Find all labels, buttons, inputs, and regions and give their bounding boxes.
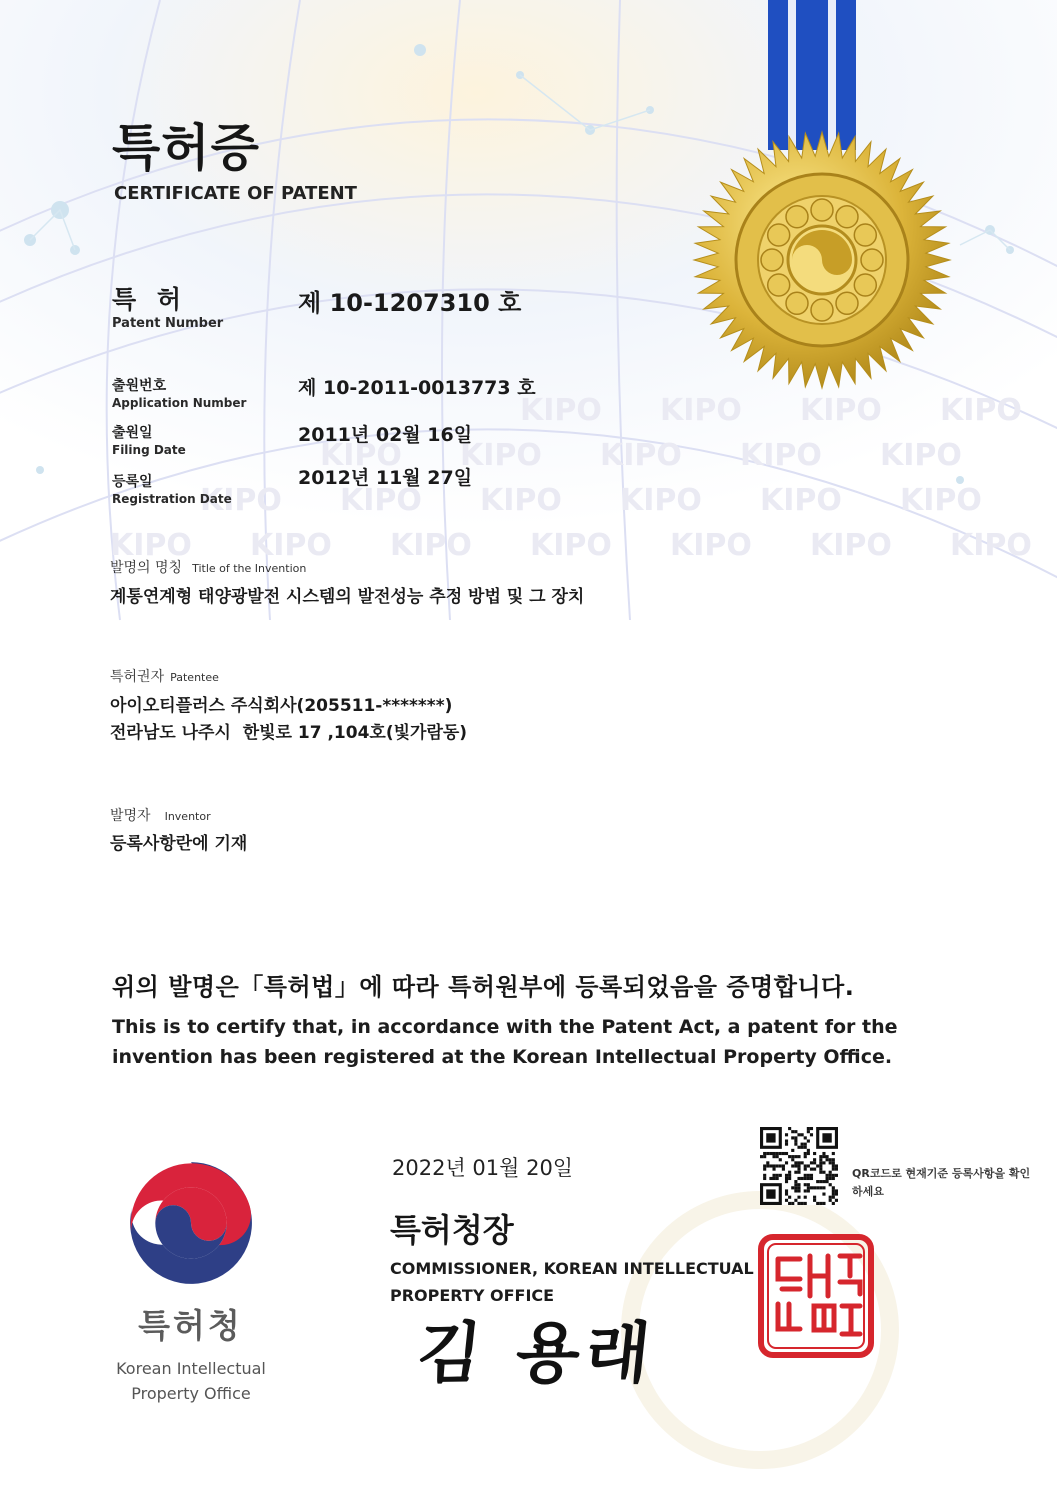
patentee-label-ko: 특허권자 (110, 669, 165, 685)
application-number-value: 제 10-2011-0013773 호 (298, 377, 536, 399)
commissioner-title: 특허청장 (390, 1211, 514, 1249)
kipo-watermark-text: KIPO (200, 483, 282, 518)
kipo-watermark-text: KIPO (810, 528, 892, 563)
kipo-watermark-text: KIPO (530, 528, 612, 563)
application-number-label-en: Application Number (112, 396, 247, 410)
kipo-watermark-text: KIPO (660, 393, 742, 428)
patentee-label (110, 666, 219, 686)
kipo-watermark-text: KIPO (340, 483, 422, 518)
inventor-label-ko: 발명자 (110, 808, 151, 824)
commissioner-signature: 김 용래 (413, 1314, 660, 1392)
inventor-value: 등록사항란에 기재 (110, 834, 248, 854)
kipo-watermark-text: KIPO (110, 528, 192, 563)
filing-date-value: 2011년 02월 16일 (298, 424, 473, 446)
kipo-watermark-text: KIPO (600, 438, 682, 473)
office-name-en: Korean Intellectual Property Office (116, 1359, 266, 1403)
invention-title-label (110, 557, 306, 577)
patentee-address: 전라남도 나주시 한빛로 17 ,104호(빛가람동) (110, 723, 468, 743)
kipo-watermark-text: KIPO (880, 438, 962, 473)
inventor-label (110, 805, 211, 825)
invention-title-value: 계통연계형 태양광발전 시스템의 발전성능 추정 방법 및 그 장치 (110, 587, 585, 607)
kipo-watermark-text: KIPO (940, 393, 1022, 428)
patentee-label-en: Patentee (170, 671, 219, 684)
patent-number-value: 제 10-1207310 호 (298, 289, 522, 317)
patent-number-label: 특 허 (112, 285, 188, 314)
kipo-watermark-text: KIPO (390, 528, 472, 563)
kipo-watermark-text: KIPO (320, 438, 402, 473)
patent-number-label-en: Patent Number (112, 316, 224, 331)
ribbon-decoration (768, 0, 856, 150)
office-name-ko: 특허청 (138, 1306, 243, 1345)
filing-date-label: 출원일 (112, 425, 153, 441)
registration-date-label-en: Registration Date (112, 492, 232, 506)
kipo-watermark-text: KIPO (520, 393, 602, 428)
invention-title-label-en: Title of the Invention (192, 562, 307, 575)
kipo-watermark-text: KIPO (460, 438, 542, 473)
kipo-watermark-text: KIPO (740, 438, 822, 473)
issue-date: 2022년 01월 20일 (392, 1156, 574, 1180)
kipo-watermark-text: KIPO (900, 483, 982, 518)
kipo-watermark-text: KIPO (950, 528, 1032, 563)
inventor-label-en: Inventor (164, 810, 211, 823)
kipo-watermark-text: KIPO (620, 483, 702, 518)
patentee-name: 아이오티플러스 주식회사(205511-*******) (110, 696, 453, 716)
kipo-watermark-text: KIPO (760, 483, 842, 518)
certification-statement-en: This is to certify that, in accordance with the Patent Act, a patent for the invention has been registered at the Korean Intellectual Property Office. (112, 1016, 898, 1068)
certification-statement-ko: 위의 발명은「특허법」에 따라 특허원부에 등록되었음을 증명합니다. (112, 973, 855, 1001)
kipo-watermark-text: KIPO (800, 393, 882, 428)
qr-code-icon[interactable] (760, 1127, 838, 1205)
registration-date-value: 2012년 11월 27일 (298, 467, 473, 489)
kipo-watermark-text: KIPO (670, 528, 752, 563)
registration-date-label: 등록일 (112, 474, 153, 490)
certificate-title: 특허증 (112, 119, 260, 177)
qr-code-caption: QR코드로 현재기준 등록사항을 확인하세요 (852, 1167, 1031, 1198)
kipo-watermark-text: KIPO (250, 528, 332, 563)
filing-date-label-en: Filing Date (112, 443, 186, 457)
invention-title-label-ko: 발명의 명칭 (110, 560, 183, 576)
application-number-label: 출원번호 (112, 378, 167, 394)
official-red-seal-icon (758, 1234, 874, 1358)
kipo-watermark-text: KIPO (480, 483, 562, 518)
taegeuk-emblem-icon (128, 1160, 254, 1286)
gold-seal-decoration (694, 132, 950, 388)
certificate-title-en: CERTIFICATE OF PATENT (114, 183, 357, 204)
commissioner-title-en: COMMISSIONER, KOREAN INTELLECTUAL PROPERTY OFFICE (390, 1259, 754, 1305)
